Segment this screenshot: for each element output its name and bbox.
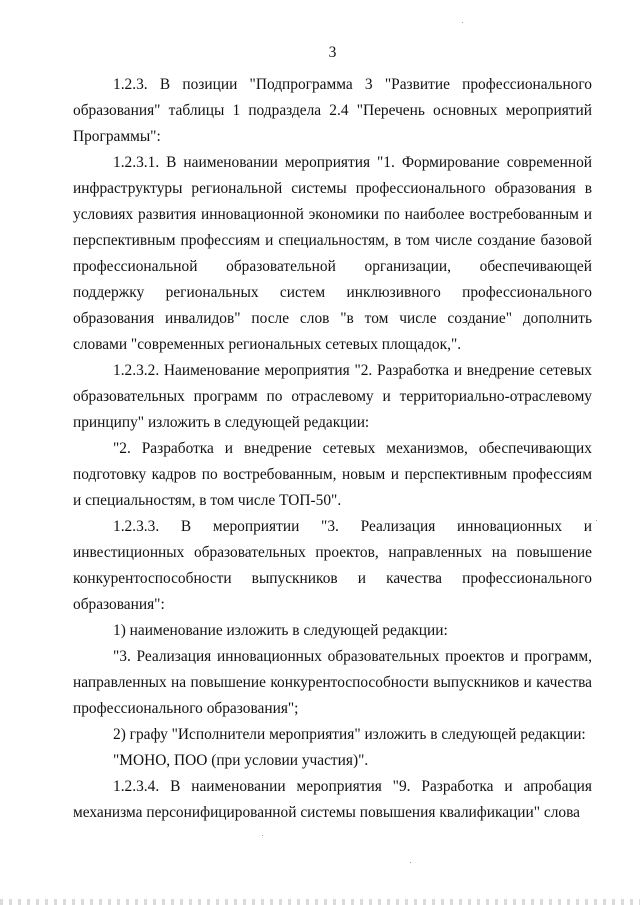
paragraph-1-2-3-4: 1.2.3.4. В наименовании мероприятия "9. Разработка и апробация механизма персонифицированной системы повышения квалификации" слова <box>73 778 592 821</box>
scan-speck <box>596 520 597 521</box>
paragraph-1-2-3-1: 1.2.3.1. В наименовании мероприятия "1. Формирование современной инфраструктуры региональной системы профессионального образования в условиях развития инновационной экономики по наиболее востребованным и перспективным профессиям и специальностям, в том числе создание базовой профессиональной образовательной организации, обеспечивающей поддержку региональных систем инклюзивного профессионального образования инвалидов" после слов "в том числе создание" дополнить словами "современных региональных сетевых площадок,". <box>73 154 592 353</box>
paragraph-item-2: 2) графу "Исполнители мероприятия" изложить в следующей редакции: <box>113 726 586 743</box>
scan-speck <box>462 22 463 23</box>
page-number: 3 <box>328 44 337 61</box>
scan-footer-noise <box>0 899 640 905</box>
paragraph-1-2-3: 1.2.3. В позиции "Подпрограмма 3 "Развитие профессионального образования" таблицы 1 подраздела 2.4 "Перечень основных мероприятий Программы": <box>73 76 592 145</box>
paragraph-quote-3: "3. Реализация инновационных образовательных проектов и программ, направленных на повышение конкурентоспособности выпускников и качества профессионального образования"; <box>73 648 592 717</box>
paragraph-quote-mono: "МОНО, ПОО (при условии участия)". <box>113 752 369 769</box>
paragraph-1-2-3-2: 1.2.3.2. Наименование мероприятия "2. Разработка и внедрение сетевых образовательных программ по отраслевому и территориально-отраслевому принципу" изложить в следующей редакции: <box>73 362 592 431</box>
paragraph-item-1: 1) наименование изложить в следующей редакции: <box>113 622 448 639</box>
scan-speck <box>410 862 411 863</box>
scan-speck <box>262 835 263 836</box>
paragraph-1-2-3-3: 1.2.3.3. В мероприятии "3. Реализация инновационных и инвестиционных образовательных проектов, направленных на повышение конкурентоспособности выпускников и качества профессионального образования": <box>73 518 592 613</box>
paragraph-quote-2: "2. Разработка и внедрение сетевых механизмов, обеспечивающих подготовку кадров по востребованным, новым и перспективным профессиям и специальностям, в том числе ТОП-50". <box>73 440 592 509</box>
